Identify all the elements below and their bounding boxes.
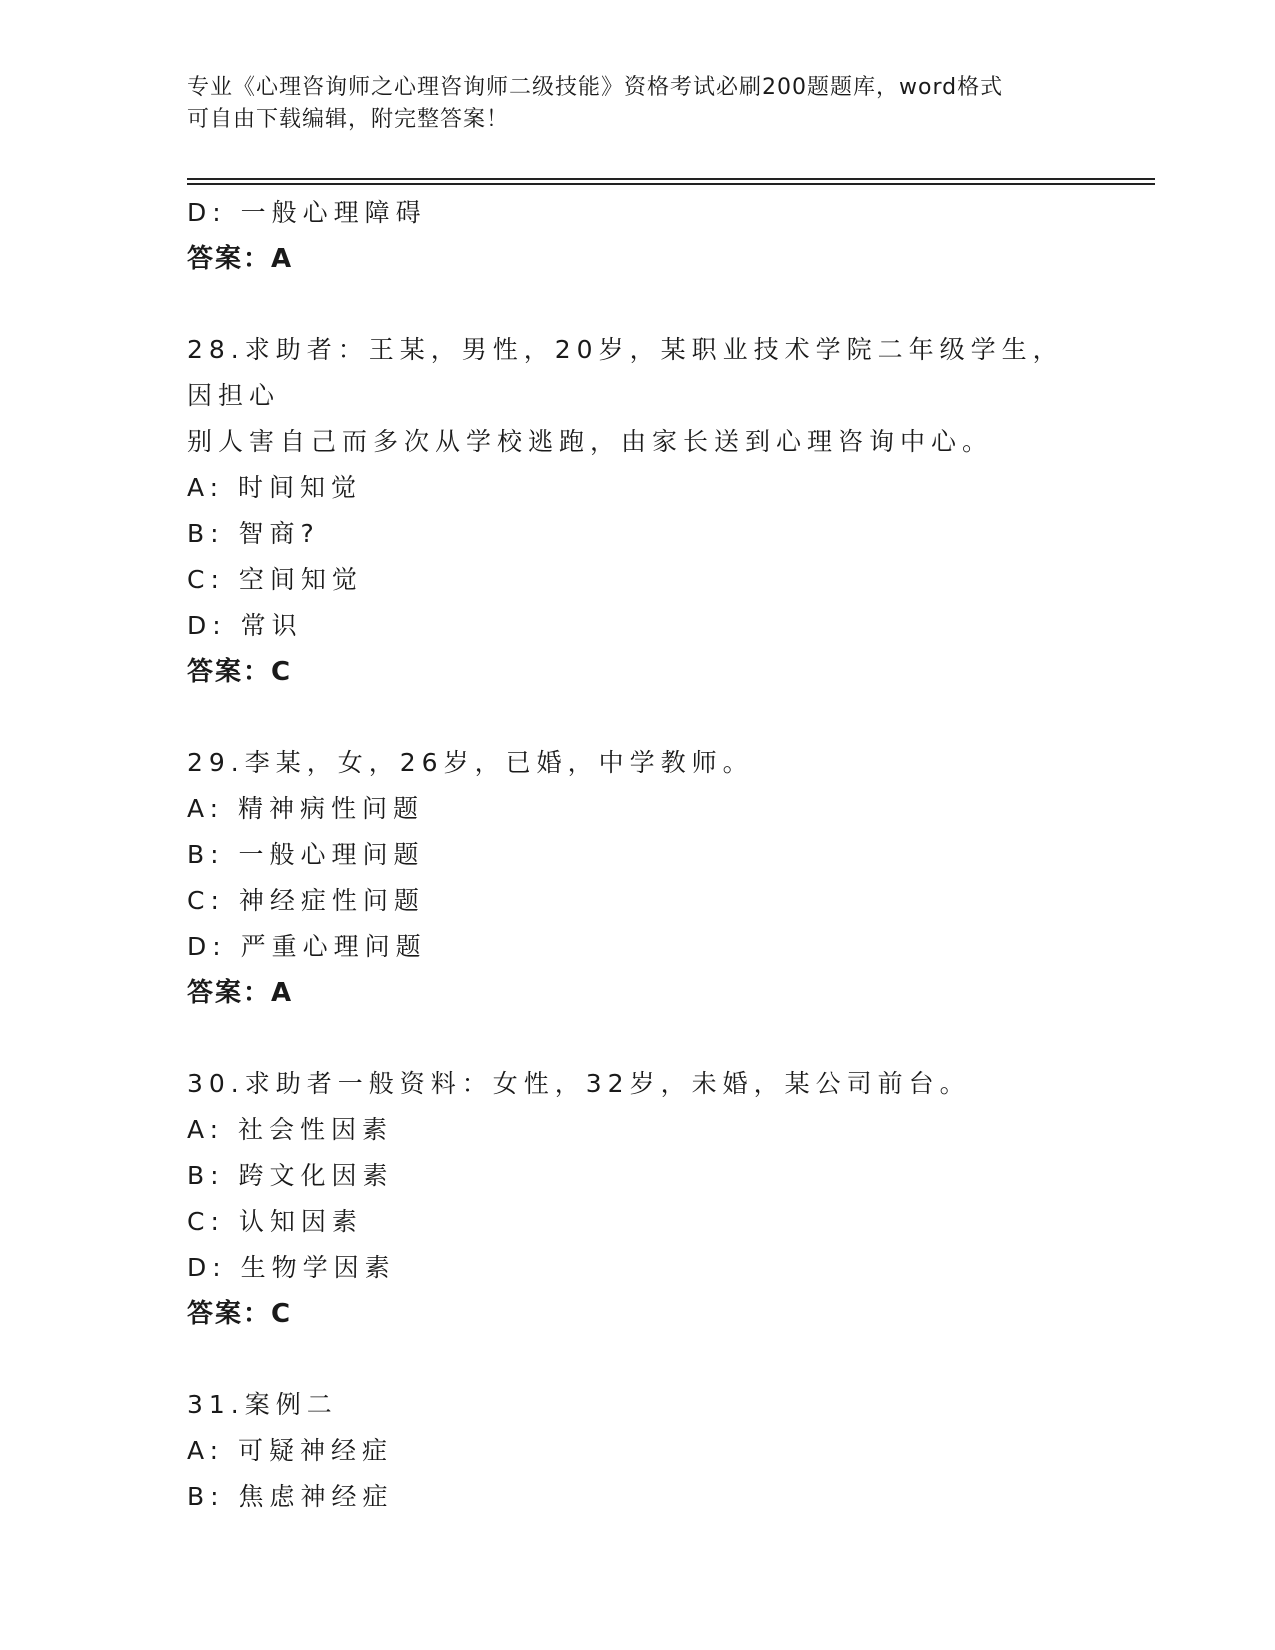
header-line-1: 专业《心理咨询师之心理咨询师二级技能》资格考试必刷200题题库，word格式: [187, 75, 1004, 100]
option-b: B: 智商?: [187, 519, 320, 548]
question-stem-line: 29.李某，女，26岁，已婚，中学教师。: [187, 748, 754, 777]
question-stem-line: 30.求助者一般资料：女性，32岁，未婚，某公司前台。: [187, 1069, 971, 1098]
header-divider-top: [187, 178, 1155, 180]
option-c: C: 神经症性问题: [187, 886, 425, 915]
question-28: [187, 327, 1147, 695]
question-stem-line: 31.案例二: [187, 1390, 338, 1419]
option-b: B: 跨文化因素: [187, 1161, 394, 1190]
document-header: [187, 72, 1087, 136]
question-stem-line: 别人害自己而多次从学校逃跑，由家长送到心理咨询中心。: [187, 427, 994, 456]
question-stem-line: 28.求助者：王某，男性，20岁，某职业技术学院二年级学生，因担心: [187, 335, 1064, 410]
answer-line: 答案：C: [187, 1299, 293, 1329]
answer-line: 答案：C: [187, 657, 293, 687]
option-a: A: 精神病性问题: [187, 794, 425, 823]
option-d: D: 严重心理问题: [187, 932, 427, 961]
question-31: [187, 1382, 1147, 1520]
header-line-2: 可自由下载编辑，附完整答案！: [187, 107, 510, 132]
prev-answer: 答案：A: [187, 244, 294, 274]
option-c: C: 认知因素: [187, 1207, 363, 1236]
option-d: D: 生物学因素: [187, 1253, 396, 1282]
header-divider-bottom: [187, 183, 1155, 185]
option-b: B: 一般心理问题: [187, 840, 425, 869]
question-content: [187, 190, 1147, 1520]
option-a: A: 可疑神经症: [187, 1436, 394, 1465]
question-30: [187, 1061, 1147, 1337]
answer-line: 答案：A: [187, 978, 294, 1008]
question-29: [187, 740, 1147, 1016]
prev-option-d: D: 一般心理障碍: [187, 198, 427, 227]
option-b: B: 焦虑神经症: [187, 1482, 394, 1511]
option-c: C: 空间知觉: [187, 565, 363, 594]
option-d: D: 常识: [187, 611, 303, 640]
option-a: A: 时间知觉: [187, 473, 363, 502]
option-a: A: 社会性因素: [187, 1115, 394, 1144]
